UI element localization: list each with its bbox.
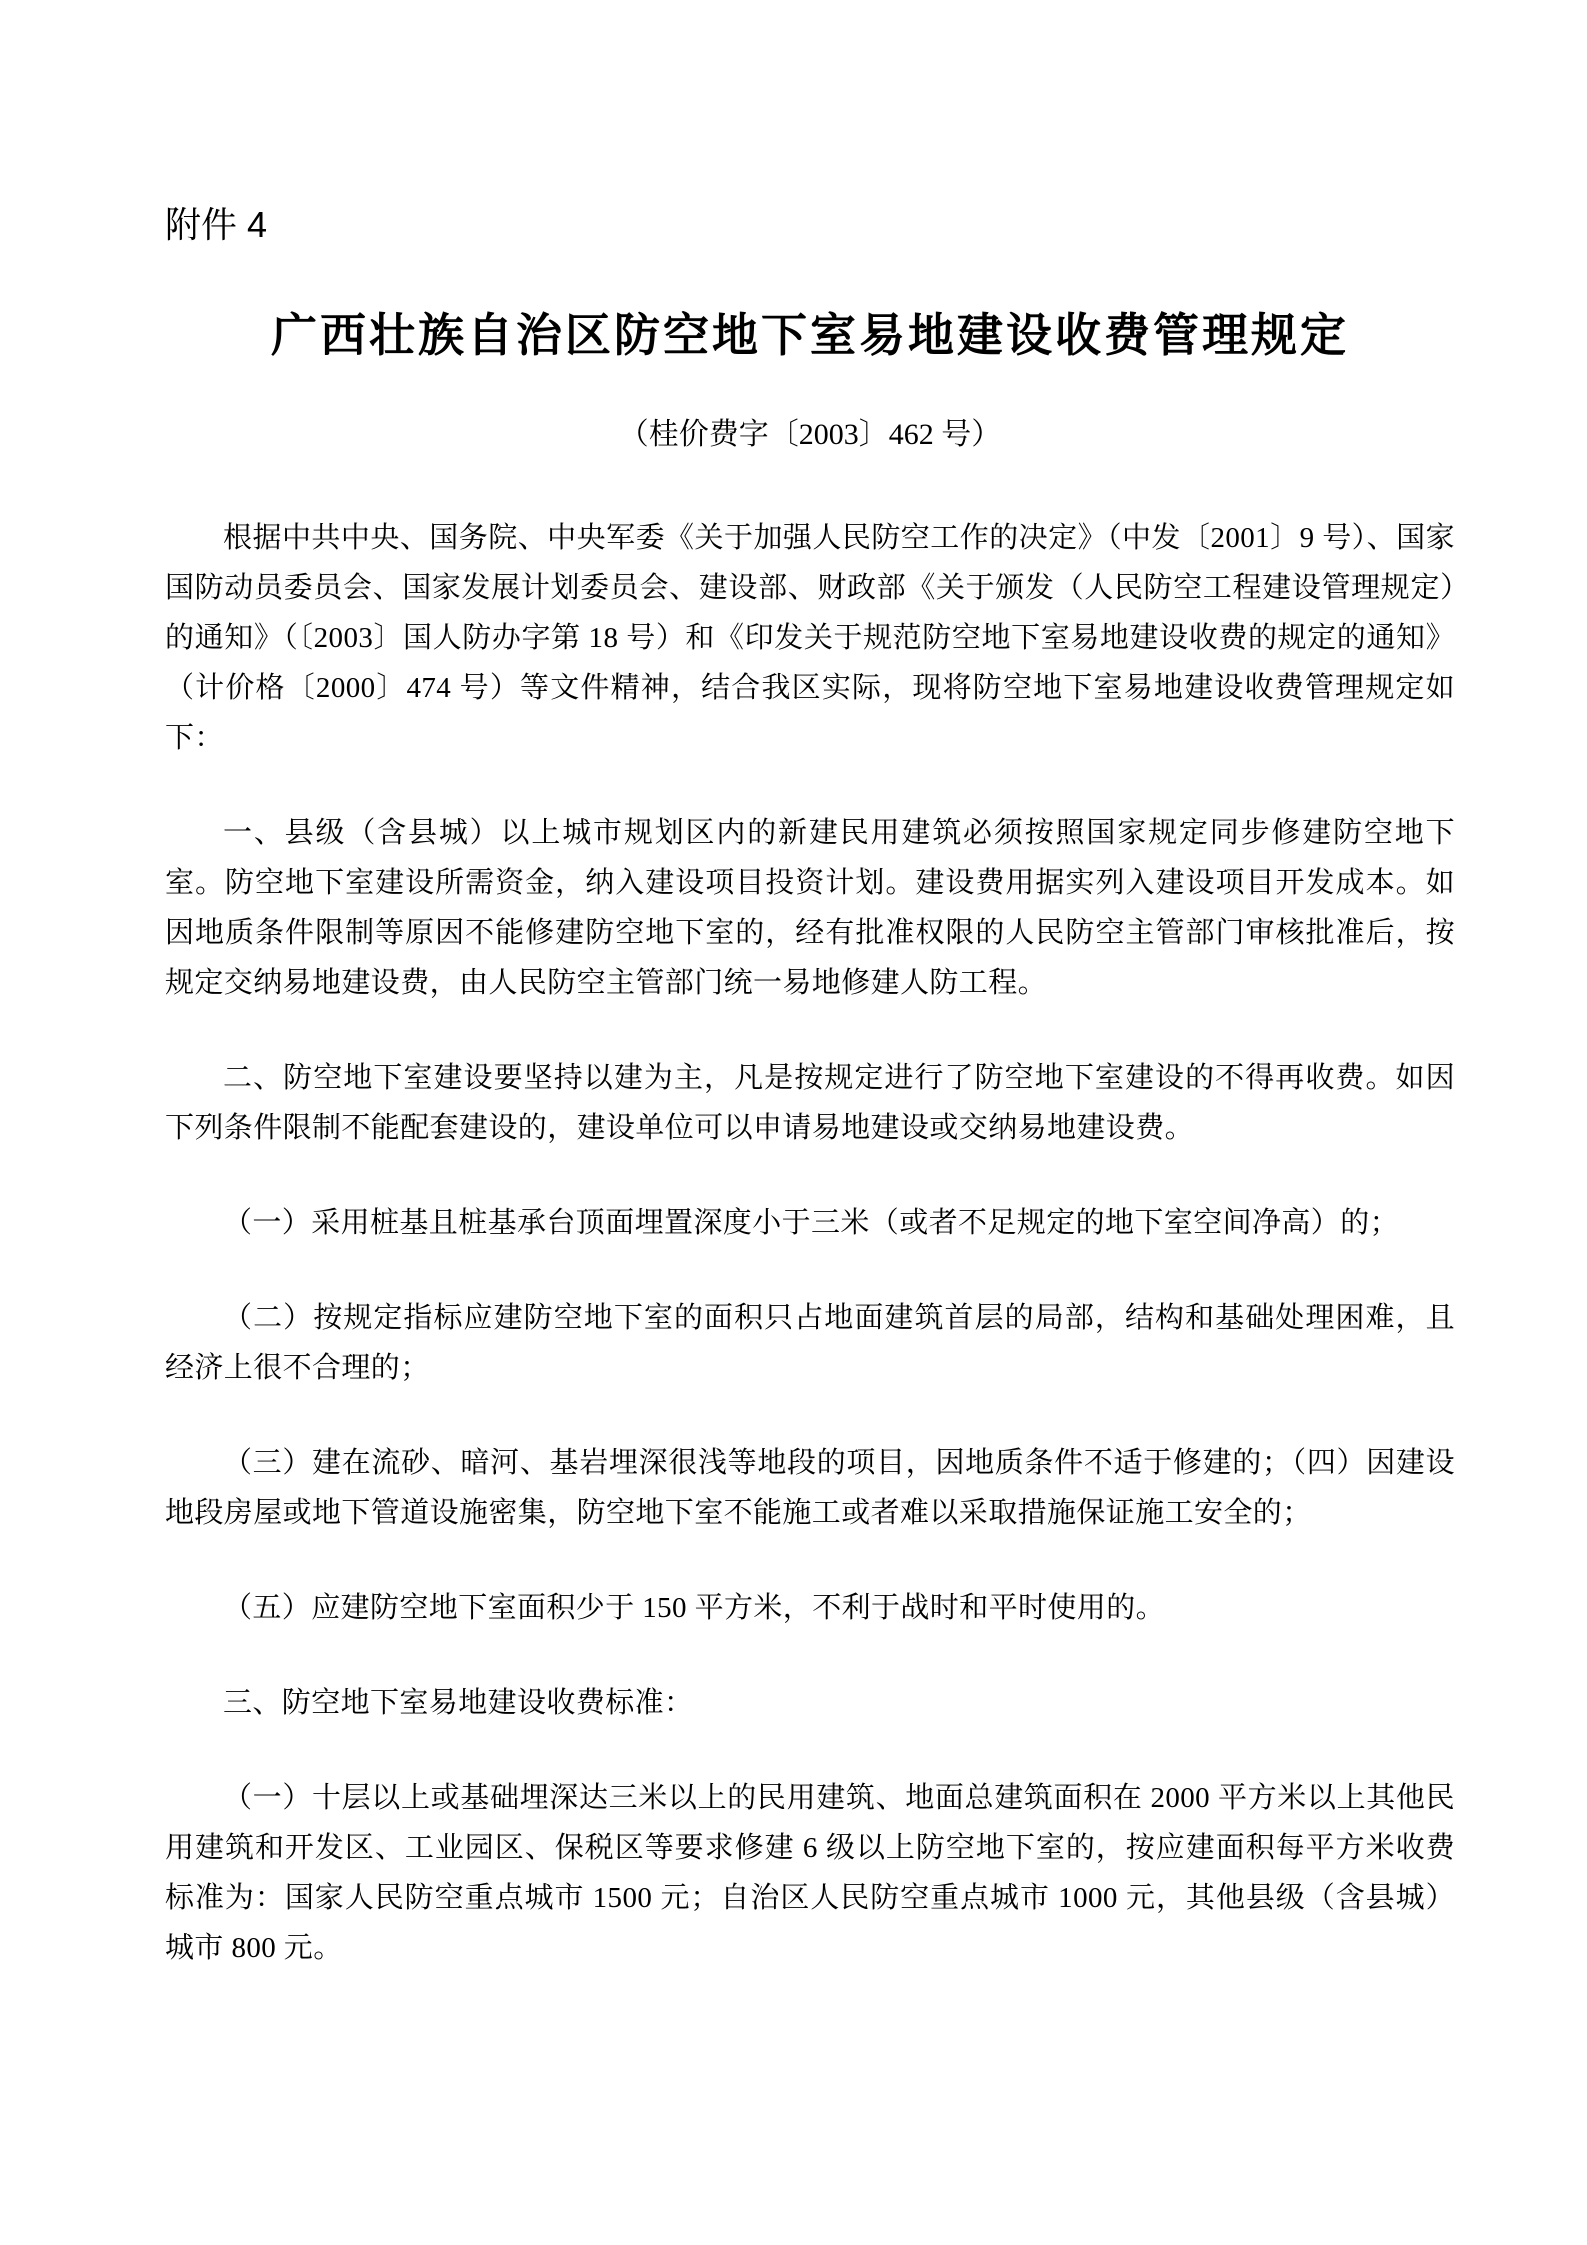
paragraph-section-3: 三、防空地下室易地建设收费标准：	[223, 1687, 694, 1719]
paragraph-section-2-clause-1: （一）采用桩基且桩基承台顶面埋置深度小于三米（或者不足规定的地下室空间净高）的；	[223, 1207, 1400, 1239]
paragraph-section-2: 二、防空地下室建设要坚持以建为主，凡是按规定进行了防空地下室建设的不得再收费。如因下列条件限制不能配套建设的，建设单位可以申请易地建设或交纳易地建设费。	[165, 1062, 1455, 1144]
paragraph-section-2-clause-5: （五）应建防空地下室面积少于 150 平方米，不利于战时和平时使用的。	[223, 1592, 1166, 1624]
attachment-label: 附件 4	[165, 204, 268, 245]
document-number: （桂价费字〔2003〕462 号）	[618, 418, 1002, 451]
paragraph-section-3-clause-1: （一）十层以上或基础埋深达三米以上的民用建筑、地面总建筑面积在 2000 平方米以上其他民用建筑和开发区、工业园区、保税区等要求修建 6 级以上防空地下室的，按应建面积每平方米收费标准为：国家人民防空重点城市 1500 元；自治区人民防空重点城市 1000 元，其他县级（含县城）城市 800 元。	[165, 1782, 1455, 1964]
document-title: 广西壮族自治区防空地下室易地建设收费管理规定	[271, 309, 1349, 361]
paragraph-section-1: 一、县级（含县城）以上城市规划区内的新建民用建筑必须按照国家规定同步修建防空地下室。防空地下室建设所需资金，纳入建设项目投资计划。建设费用据实列入建设项目开发成本。如因地质条件限制等原因不能修建防空地下室的，经有批准权限的人民防空主管部门审核批准后，按规定交纳易地建设费，由人民防空主管部门统一易地修建人防工程。	[165, 817, 1455, 999]
document-body	[165, 513, 1455, 1973]
paragraph-section-2-clause-3-4: （三）建在流砂、暗河、基岩埋深很浅等地段的项目，因地质条件不适于修建的；（四）因建设地段房屋或地下管道设施密集，防空地下室不能施工或者难以采取措施保证施工安全的；	[165, 1447, 1455, 1529]
paragraph-section-2-clause-2: （二）按规定指标应建防空地下室的面积只占地面建筑首层的局部，结构和基础处理困难，且经济上很不合理的；	[165, 1302, 1455, 1384]
paragraph-intro: 根据中共中央、国务院、中央军委《关于加强人民防空工作的决定》（中发〔2001〕9 号）、国家国防动员委员会、国家发展计划委员会、建设部、财政部《关于颁发（人民防空工程建设管理规定）的通知》（〔2003〕国人防办字第 18 号）和《印发关于规范防空地下室易地建设收费的规定的通知》（计价格〔2000〕474 号）等文件精神，结合我区实际，现将防空地下室易地建设收费管理规定如下：	[165, 522, 1455, 754]
